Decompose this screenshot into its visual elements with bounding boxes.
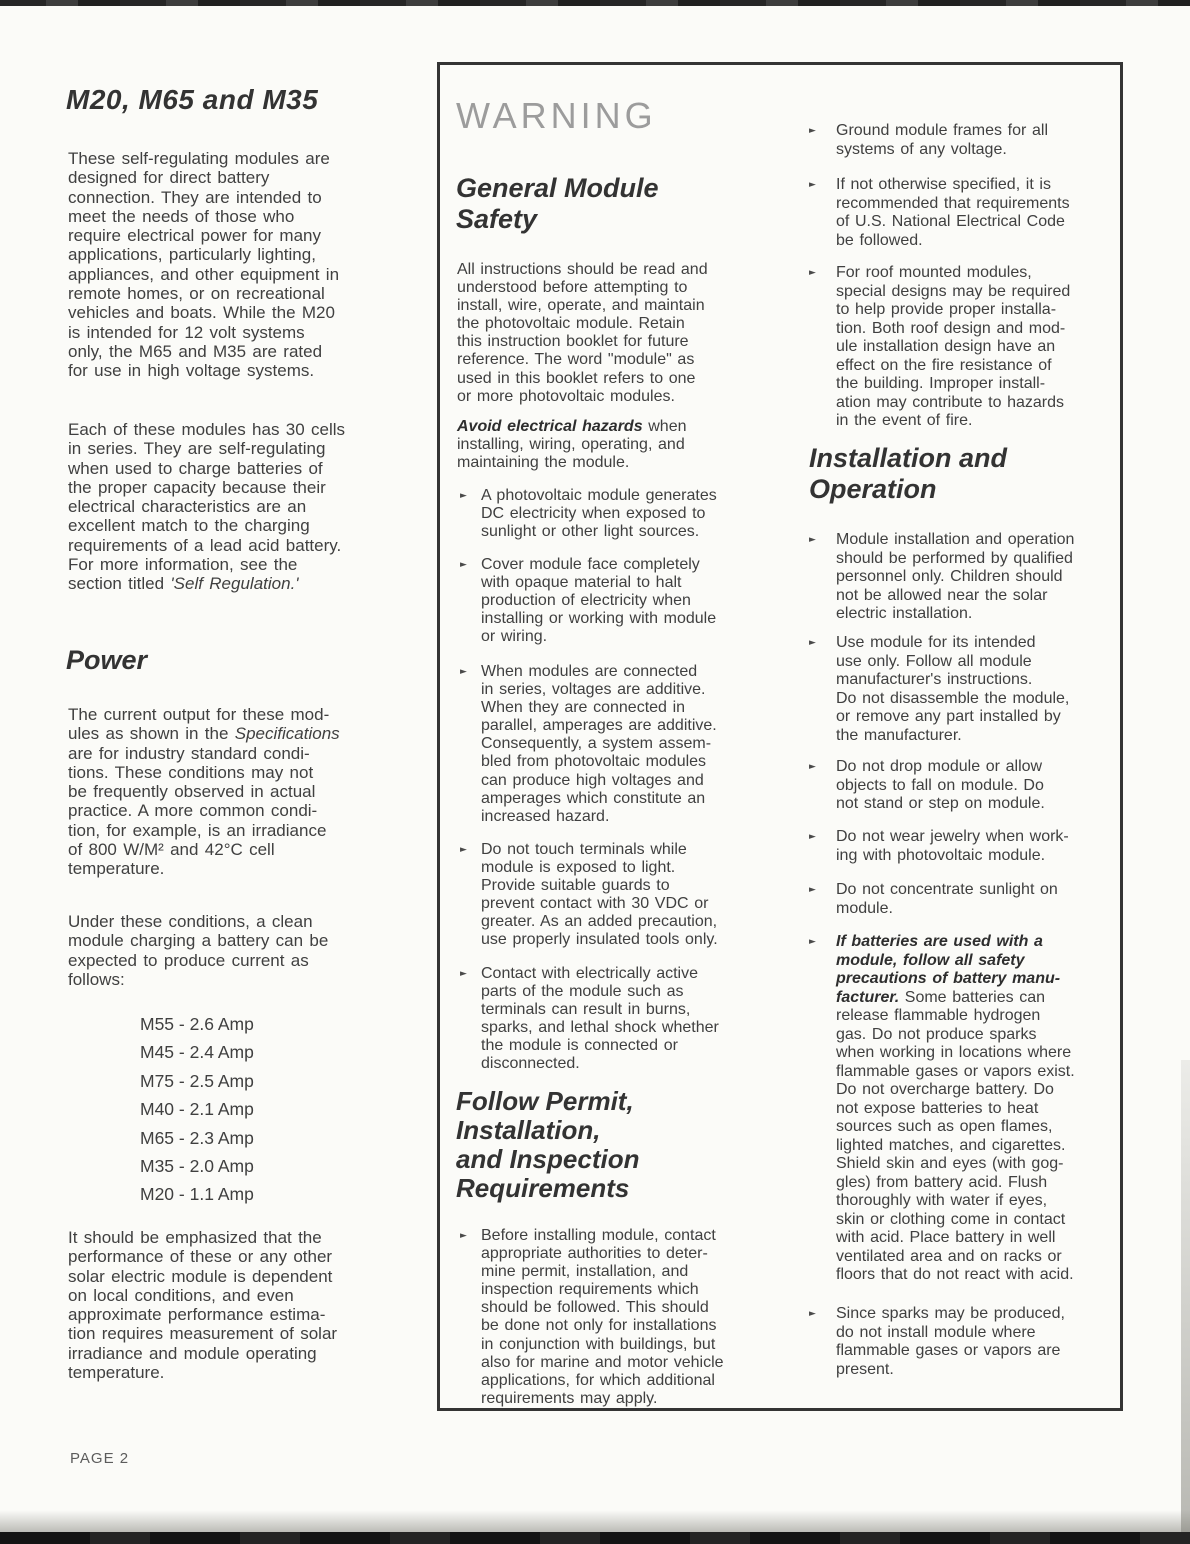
- amp-list-item: M20 - 1.1 Amp: [140, 1184, 254, 1205]
- electrical-code-bullet-text: If not otherwise specified, it is recommended that requirements of U.S. National Electrical Code be followed.: [836, 176, 1070, 249]
- amp-list: [140, 1010, 254, 1209]
- bullet-triangle-icon: ►: [809, 762, 816, 772]
- avoid-hazards-rest: when installing, wiring, operating, and maintaining the module.: [457, 418, 687, 472]
- specifications-reference: Specifications: [234, 724, 340, 744]
- power-paragraph-post: are for industry standard condi- tions. These conditions may not be frequently observed in actual practice. A more common condi- tion, for example, is an irradiance of 800 W/M² and 42°C cell temperature.: [68, 743, 327, 879]
- warning-label: WARNING: [456, 95, 657, 136]
- qualified-personnel-bullet-text: Module installation and operation should be performed by qualified personnel only. Children should not be allowed near the solar electric installation.: [836, 531, 1075, 622]
- amp-list-item: M65 - 2.3 Amp: [140, 1127, 254, 1148]
- do-not-drop-bullet-text: Do not drop module or allow objects to fall on module. Do not stand or step on module.: [836, 758, 1045, 812]
- bullet-triangle-icon: ►: [809, 1309, 816, 1319]
- bullet-triangle-icon: ►: [460, 667, 467, 677]
- scan-edge-bottom-fade: [0, 1510, 1190, 1532]
- safety-bullet: [460, 841, 760, 950]
- battery-safety-bullet: [809, 933, 1105, 1285]
- safety-bullet: [460, 965, 760, 1074]
- bullet-triangle-icon: ►: [460, 560, 467, 570]
- amp-list-item: M55 - 2.6 Amp: [140, 1014, 254, 1034]
- sparks-bullet: [809, 1305, 1105, 1379]
- bullet-triangle-icon: ►: [809, 535, 816, 545]
- scan-edge-bottom: [0, 1532, 1190, 1544]
- page-title: M20, M65 and M35: [66, 84, 319, 115]
- follow-permit-heading: Follow Permit, Installation, and Inspection Requirements: [456, 1086, 640, 1203]
- bullet-triangle-icon: ►: [460, 845, 467, 855]
- amp-list-item: M35 - 2.0 Amp: [140, 1156, 254, 1177]
- bullet-triangle-icon: ►: [460, 1231, 467, 1241]
- scan-edge-right: [1181, 1060, 1190, 1532]
- amp-list-item: M45 - 2.4 Amp: [140, 1042, 254, 1063]
- bullet-triangle-icon: ►: [809, 832, 816, 842]
- roof-mounting-bullet-text: For roof mounted modules, special designs may be required to help provide proper installa- tion. Both roof design and mod- ule installation design have an effect on the fire resistance of the building. Improper install- ation may contribute to hazards in the event of fire.: [836, 264, 1071, 429]
- bullet-triangle-icon: ►: [809, 937, 816, 947]
- no-jewelry-bullet: [809, 828, 1105, 865]
- safety-bullet: [460, 556, 760, 646]
- safety-bullet-text: Cover module face completely with opaque material to halt production of electricity when installing or working with module or wiring.: [481, 556, 717, 646]
- bullet-triangle-icon: ►: [809, 180, 816, 190]
- intro-paragraph: These self-regulating modules are designed for direct battery connection. They are intended to meet the needs of those who require electrical power for many applications, particularly lighting, appliances, and other equipment in remote homes, or on recreational vehicles and boats. While the M20 is intended for 12 volt systems only, the M65 and M35 are rated for use in high voltage systems.: [68, 149, 340, 381]
- scan-edge-top: [0, 0, 1190, 6]
- current-paragraph: Under these conditions, a clean module charging a battery can be expected to produce current as follows:: [68, 912, 329, 989]
- page-number: PAGE 2: [70, 1450, 130, 1467]
- safety-bullet-text: Contact with electrically active parts of the module such as terminals can result in burns, sparks, and lethal shock whether the module is connected or disconnected.: [481, 965, 719, 1073]
- safety-bullet: [460, 663, 760, 826]
- roof-mounting-bullet: [809, 264, 1105, 431]
- battery-safety-lead: If batteries are used with a module, follow all safety precautions of battery manu- facturer.: [836, 933, 1061, 1006]
- intended-use-bullet-text: Use module for its intended use only. Follow all module manufacturer's instructions. Do not disassemble the module, or remove any part installed by the manufacturer.: [836, 634, 1070, 744]
- power-heading: Power: [66, 645, 148, 675]
- bullet-triangle-icon: ►: [460, 491, 467, 501]
- intended-use-bullet: [809, 634, 1105, 745]
- power-paragraph: [68, 705, 402, 879]
- safety-bullet-text: A photovoltaic module generates DC electricity when exposed to sunlight or other light sources.: [481, 487, 717, 541]
- sunlight-bullet: [809, 881, 1105, 918]
- cells-paragraph: [68, 420, 402, 594]
- grounding-bullet: [809, 122, 1105, 159]
- bullet-triangle-icon: ►: [809, 885, 816, 895]
- battery-safety-rest: Some batteries can release flammable hydrogen gas. Do not produce sparks when working in locations where flammable gases or vapors exist. Do not overcharge battery. Do not expose batteries to heat sources such as open flames, lighted matches, and cigarettes. Shield skin and eyes (with gog- gles) from battery acid. Flush thoroughly with water if eyes, skin or clothing come in contact with acid. Place battery in well ventilated area and on racks or floors that do not react with acid.: [836, 988, 1075, 1283]
- amp-list-item: M75 - 2.5 Amp: [140, 1070, 254, 1091]
- cells-paragraph-text: Each of these modules has 30 cells in series. They are self-regulating when used to charge batteries of the proper capacity because their electrical characteristics are an excellent match to the charging requirements of a lead acid battery. For more information, see the section titled: [68, 420, 346, 594]
- instructions-paragraph: All instructions should be read and understood before attempting to install, wire, operate, and maintain the photovoltaic module. Retain this instruction booklet for future reference. The word "module" as used in this booklet refers to one or more photovoltaic modules.: [457, 261, 708, 405]
- installation-operation-heading: Installation and Operation: [809, 443, 1008, 504]
- qualified-personnel-bullet: [809, 531, 1105, 624]
- no-jewelry-bullet-text: Do not wear jewelry when work- ing with photovoltaic module.: [836, 828, 1069, 864]
- emphasis-paragraph: It should be emphasized that the performance of these or any other solar electric module is dependent on local conditions, and even approximate performance estima- tion requires measurement of solar irradiance and module operating temperature.: [68, 1228, 338, 1383]
- bullet-triangle-icon: ►: [809, 638, 816, 648]
- avoid-hazards-paragraph: [457, 418, 759, 472]
- bullet-triangle-icon: ►: [460, 969, 467, 979]
- sunlight-bullet-text: Do not concentrate sunlight on module.: [836, 881, 1058, 917]
- electrical-code-bullet: [809, 176, 1105, 250]
- warning-box: [437, 62, 1123, 1411]
- sparks-bullet-text: Since sparks may be produced, do not install module where flammable gases or vapors are present.: [836, 1305, 1065, 1378]
- permit-bullet-text: Before installing module, contact appropriate authorities to deter- mine permit, installation, and inspection requirements which should be followed. This should be done not only for installations in conjunction with buildings, but also for marine and motor vehicle applications, for which additional requirements may apply.: [481, 1227, 724, 1407]
- safety-bullet-text: When modules are connected in series, voltages are additive. When they are connected in parallel, amperages are additive. Consequently, a system assem- bled from photovoltaic modules can produce high voltages and amperages which constitute an increased hazard.: [481, 663, 717, 825]
- safety-bullet-text: Do not touch terminals while module is exposed to light. Provide suitable guards to prevent contact with 30 VDC or greater. As an added precaution, use properly insulated tools only.: [481, 841, 718, 949]
- self-regulation-reference: 'Self Regulation.': [170, 574, 299, 594]
- amp-list-item: M40 - 2.1 Amp: [140, 1099, 254, 1120]
- general-module-safety-heading: General Module Safety: [456, 173, 659, 234]
- permit-bullet: [460, 1227, 760, 1408]
- bullet-triangle-icon: ►: [809, 268, 816, 278]
- power-paragraph-pre: The current output for these mod- ules as shown in the: [68, 705, 330, 744]
- grounding-bullet-text: Ground module frames for all systems of any voltage.: [836, 122, 1049, 158]
- bullet-triangle-icon: ►: [809, 126, 816, 136]
- avoid-hazards-lead: Avoid electrical hazards: [457, 418, 643, 435]
- battery-safety-bullet-text: [823, 933, 1075, 1285]
- do-not-drop-bullet: [809, 758, 1105, 814]
- safety-bullet: [460, 487, 760, 541]
